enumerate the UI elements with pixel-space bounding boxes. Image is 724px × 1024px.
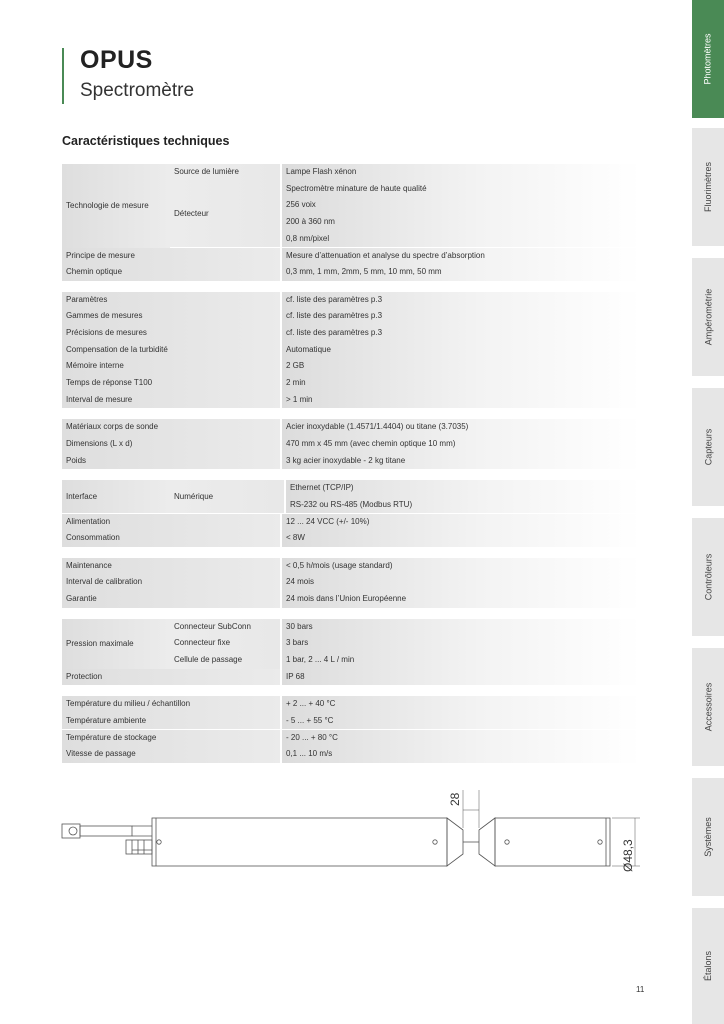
spec-label: Vitesse de passage — [62, 746, 280, 763]
probe-body-right — [495, 818, 610, 866]
spec-row-technology — [62, 164, 641, 248]
title-accent-bar — [62, 48, 64, 104]
spec-label: Gammes de mesures — [62, 308, 280, 325]
spec-label: Poids — [62, 453, 280, 470]
spec-group-maintenance — [62, 558, 641, 608]
tab-label: Contrôleurs — [703, 553, 713, 601]
spec-label: Alimentation — [62, 514, 280, 531]
tab-label: Capteurs — [703, 428, 713, 466]
tab-etalons[interactable] — [692, 908, 724, 1024]
tab-label: Ampérométrie — [703, 288, 713, 346]
spec-label: Maintenance — [62, 558, 280, 575]
spec-label: Mémoire interne — [62, 358, 280, 375]
spec-label: Interval de calibration — [62, 574, 280, 591]
spec-group-electrical — [62, 480, 641, 547]
spec-row — [62, 730, 641, 747]
spec-row — [62, 558, 641, 575]
tab-label: Fluorimètres — [703, 161, 714, 213]
spec-row — [62, 713, 641, 730]
spec-value: 24 mois — [282, 574, 641, 591]
tab-label: Étalons — [703, 950, 713, 982]
spec-sublabel-detector: Détecteur — [170, 181, 280, 247]
spec-group-physical — [62, 419, 641, 469]
spec-value-detector-3: 200 à 360 nm — [282, 214, 641, 231]
page-title: OPUS — [80, 46, 153, 74]
spec-label: Température du milieu / échantillon — [62, 696, 280, 713]
spec-label: Consommation — [62, 530, 280, 547]
spec-value: 0,1 ... 10 m/s — [282, 746, 641, 763]
spec-row — [62, 746, 641, 763]
spec-label: Interval de mesure — [62, 392, 280, 409]
spec-row — [62, 419, 641, 436]
spec-row-pressure — [62, 619, 641, 669]
spec-label: Dimensions (L x d) — [62, 436, 280, 453]
spec-label: Matériaux corps de sonde — [62, 419, 280, 436]
spec-label: Paramètres — [62, 292, 280, 309]
spec-row — [62, 292, 641, 309]
spec-label-interface: Interface — [62, 480, 170, 513]
tab-fluorimetres[interactable] — [692, 128, 724, 246]
spec-sublabel-subconn: Connecteur SubConn — [170, 619, 280, 636]
page-subtitle: Spectromètre — [80, 80, 195, 101]
spec-label-pressure: Pression maximale — [62, 619, 170, 669]
spec-row-consumption — [62, 530, 641, 547]
spec-row — [62, 436, 641, 453]
spec-row — [62, 574, 641, 591]
section-title: Caractéristiques techniques — [62, 134, 230, 148]
spec-sublabel-source: Source de lumière — [170, 164, 280, 181]
tab-amperometrie[interactable] — [692, 258, 724, 376]
page-number: 11 — [636, 985, 645, 994]
tab-capteurs[interactable] — [692, 388, 724, 506]
spec-row — [62, 325, 641, 342]
spec-sublabel-flowcell: Cellule de passage — [170, 652, 280, 669]
spec-value: 3 kg acier inoxydable - 2 kg titane — [282, 453, 641, 470]
spec-value-interface-1: Ethernet (TCP/IP) — [286, 480, 641, 497]
tab-photometres[interactable] — [692, 0, 724, 118]
spec-value: cf. liste des paramètres p.3 — [282, 292, 641, 309]
spec-value: - 5 ... + 55 °C — [282, 713, 641, 730]
spec-label: Précisions de mesures — [62, 325, 280, 342]
spec-value-detector-1: Spectromètre minature de haute qualité — [282, 181, 641, 198]
spec-value: cf. liste des paramètres p.3 — [282, 308, 641, 325]
spec-label-technology: Technologie de mesure — [62, 164, 170, 248]
spec-row-interface — [62, 480, 641, 513]
spec-label: Température de stockage — [62, 730, 280, 747]
spec-label: Temps de réponse T100 — [62, 375, 280, 392]
spec-value: IP 68 — [282, 669, 641, 686]
spec-row — [62, 392, 641, 409]
spec-table — [62, 164, 641, 774]
spec-value: 12 ... 24 VCC (+/- 10%) — [282, 514, 641, 531]
spec-row — [62, 342, 641, 359]
dim-diameter-label: Ø48,3 — [621, 839, 635, 872]
spec-value: 2 GB — [282, 358, 641, 375]
spec-group-measurement — [62, 164, 641, 281]
spec-value-subconn: 30 bars — [282, 619, 641, 636]
spec-row — [62, 591, 641, 608]
spec-value-fixed: 3 bars — [282, 635, 641, 652]
spec-group-pressure — [62, 619, 641, 686]
tab-label: Systèmes — [703, 817, 714, 857]
spec-row — [62, 308, 641, 325]
spec-row — [62, 358, 641, 375]
spec-value: - 20 ... + 80 °C — [282, 730, 641, 747]
tab-label: Photomètres — [703, 33, 713, 85]
spec-value: Acier inoxydable (1.4571/1.4404) ou titane (3.7035) — [282, 419, 641, 436]
spec-value: 2 min — [282, 375, 641, 392]
spec-value-detector-2: 256 voix — [282, 197, 641, 214]
spec-row — [62, 375, 641, 392]
section-tabs — [692, 0, 724, 1024]
spec-value: 0,3 mm, 1 mm, 2mm, 5 mm, 10 mm, 50 mm — [282, 264, 641, 281]
probe-cable-hole — [69, 827, 77, 835]
spec-group-parameters — [62, 292, 641, 409]
probe-connector-gland — [126, 840, 152, 854]
spec-value: > 1 min — [282, 392, 641, 409]
probe-optical-window-right — [479, 818, 495, 866]
spec-value: cf. liste des paramètres p.3 — [282, 325, 641, 342]
spec-label: Garantie — [62, 591, 280, 608]
spec-row — [62, 696, 641, 713]
probe-cable-sleeve — [80, 826, 132, 836]
spec-row-optical-path — [62, 264, 641, 281]
spec-value-detector-4: 0,8 nm/pixel — [282, 231, 641, 248]
spec-row — [62, 453, 641, 470]
dim-gap-label: 28 — [448, 792, 462, 806]
spec-value: Mesure d’attenuation et analyse du spectre d’absorption — [282, 248, 641, 265]
spec-value: < 0,5 h/mois (usage standard) — [282, 558, 641, 575]
spec-value-interface-2: RS-232 ou RS-485 (Modbus RTU) — [286, 497, 641, 514]
spec-value-flowcell: 1 bar, 2 ... 4 L / min — [282, 652, 641, 669]
probe-drawing — [60, 780, 660, 885]
spec-row-protection — [62, 669, 641, 686]
tab-controleurs[interactable] — [692, 518, 724, 636]
probe-body-left — [152, 818, 447, 866]
spec-sublabel-fixed: Connecteur fixe — [170, 635, 280, 652]
spec-value: + 2 ... + 40 °C — [282, 696, 641, 713]
spec-group-temperature — [62, 696, 641, 763]
spec-label: Protection — [62, 669, 280, 686]
spec-value: 24 mois dans l’Union Européenne — [282, 591, 641, 608]
spec-value: Automatique — [282, 342, 641, 359]
spec-value-source: Lampe Flash xénon — [282, 164, 641, 181]
spec-value: 470 mm x 45 mm (avec chemin optique 10 mm) — [282, 436, 641, 453]
spec-value: < 8W — [282, 530, 641, 547]
spec-row-principle — [62, 248, 641, 265]
spec-label: Température ambiente — [62, 713, 280, 730]
spec-label: Chemin optique — [62, 264, 280, 281]
spec-label: Compensation de la turbidité — [62, 342, 280, 359]
tab-accessoires[interactable] — [692, 648, 724, 766]
spec-row-power — [62, 514, 641, 531]
spec-label: Principe de mesure — [62, 248, 280, 265]
tab-label: Accessoires — [703, 682, 714, 732]
tab-systemes[interactable] — [692, 778, 724, 896]
spec-sublabel-digital: Numérique — [170, 480, 284, 513]
probe-optical-window-left — [447, 818, 463, 866]
